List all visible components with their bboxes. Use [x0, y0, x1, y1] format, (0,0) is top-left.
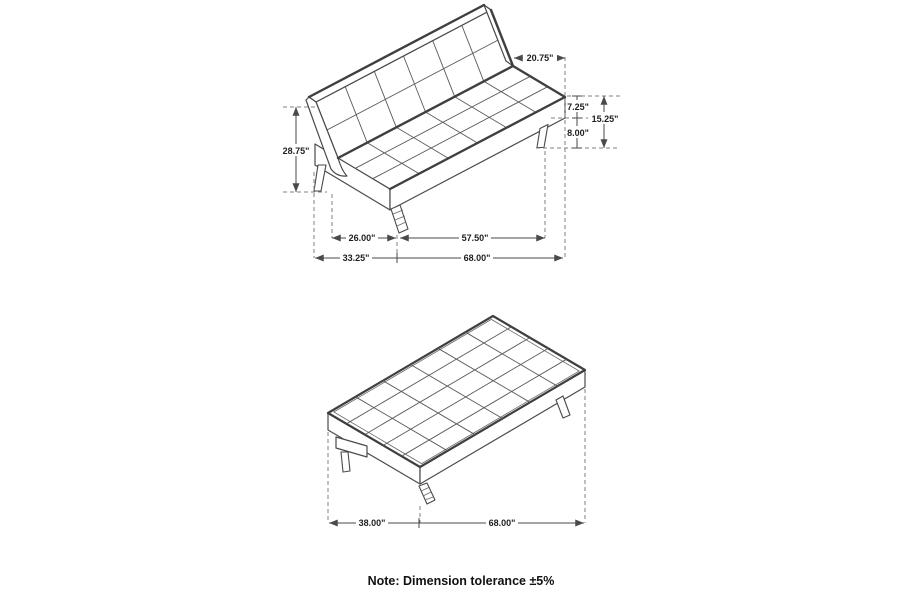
- dim-leg-height-label: 8.00": [567, 128, 589, 138]
- bed-dimension-labels: [356, 516, 518, 528]
- sofa-up-view: [279, 5, 620, 263]
- dim-seat-height-label: 15.25": [591, 114, 619, 124]
- dim-overall-width-label: 68.00": [463, 253, 491, 263]
- dim-seat-depth-label: 20.75": [526, 53, 554, 63]
- sofa-back-left-leg: [314, 165, 326, 191]
- dim-leg-spacing-width-label: 57.50": [461, 233, 489, 243]
- sofa-front-leg: [391, 205, 408, 233]
- dim-cushion-thickness-label: 7.25": [567, 102, 589, 112]
- bed-right-leg: [556, 396, 570, 418]
- bed-left-leg: [341, 452, 350, 472]
- sofa-flat-view: [328, 316, 585, 528]
- bed-front-leg: [419, 483, 435, 504]
- dim-leg-spacing-depth-label: 26.00": [348, 233, 376, 243]
- dim-overall-depth-label: 33.25": [342, 253, 370, 263]
- bed-dim-width-label: 68.00": [488, 518, 516, 528]
- tolerance-note: Note: Dimension tolerance ±5%: [367, 574, 555, 588]
- dim-back-height-label: 28.75": [282, 146, 310, 156]
- bed-dim-depth-label: 38.00": [358, 518, 386, 528]
